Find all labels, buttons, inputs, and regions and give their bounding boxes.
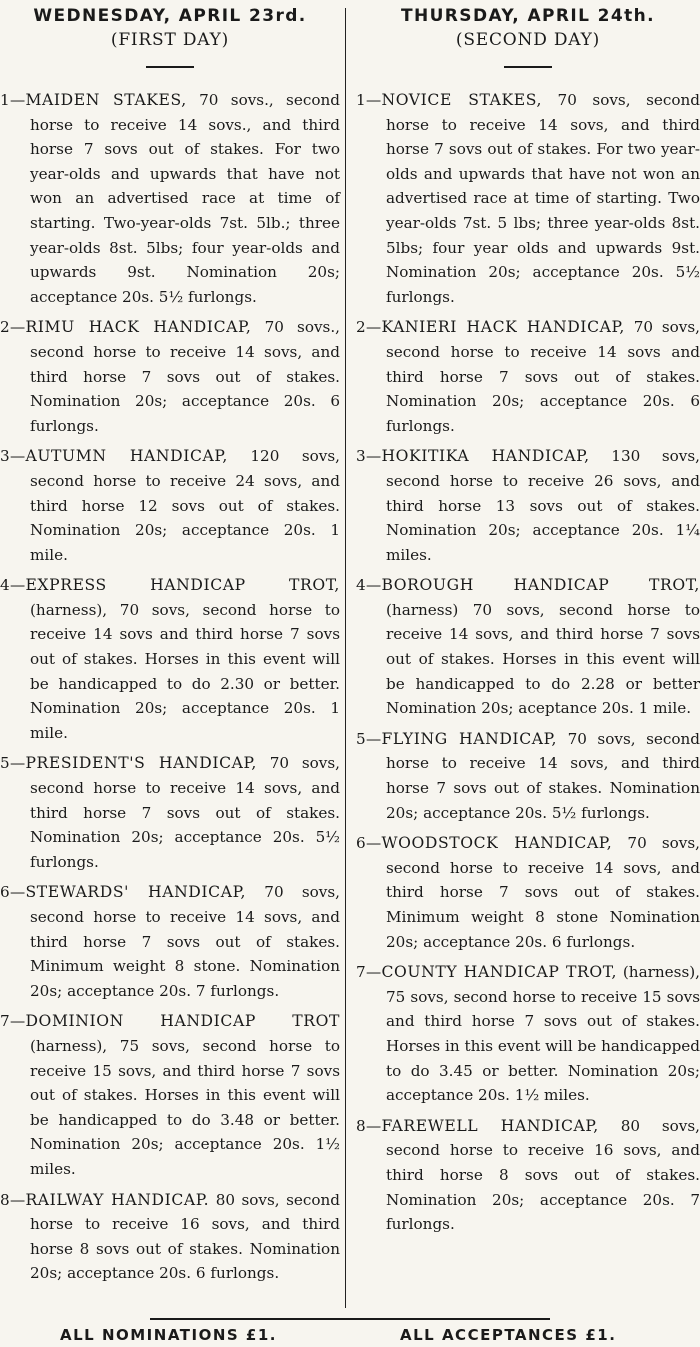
race-details: 70 sovs., second horse to receive 14 sovs, and third horse 7 sovs out of stakes. Nomination 20s; acceptance 20s. 6 furlongs. (30, 318, 340, 435)
race-entry (0, 1188, 340, 1286)
race-details: 70 sovs, second horse to receive 14 sovs, and third horse 7 sovs out of stakes. For two year-olds and upwards that have not won an advertised race at time of starting. Two year-olds 7st. 5 lbs; three year-olds 8st. 5lbs; four year olds and upwards 9st. Nomination 20s; acceptance 20s. 5½ furlongs. (386, 91, 700, 306)
race-number: 8— (356, 1116, 382, 1135)
column-divider (345, 8, 346, 1308)
race-name: FAREWELL HANDICAP, (381, 1116, 599, 1135)
race-name: RIMU HACK HANDICAP, (25, 318, 252, 337)
race-entry (0, 880, 340, 1003)
race-entry (0, 573, 340, 745)
acceptances-note: ALL ACCEPTANCES £1. (400, 1326, 617, 1344)
header-rule (146, 66, 194, 68)
race-entry (356, 573, 700, 721)
race-entry (0, 1009, 340, 1181)
race-entry (0, 444, 340, 567)
race-details: 70 sovs., second horse to receive 14 sovs., and third horse 7 sovs out of stakes. For two year-olds and upwards that have not won an advertised race at time of starting. Two-year-olds 7st. 5lb.; three year-olds 8st. 5lbs; four year-olds and upwards 9st. Nomination 20s; acceptance 20s. 5½ furlongs. (30, 91, 340, 306)
race-name: DOMINION HANDICAP TROT (25, 1012, 340, 1031)
race-name: AUTUMN HANDICAP, (25, 447, 228, 466)
race-entry (0, 88, 340, 309)
race-details: 70 sovs, second horse to receive 14 sovs, and third horse 7 sovs out of stakes. Nomination 20s; acceptance 20s. 5½ furlongs. (30, 754, 340, 871)
race-number: 7— (0, 1012, 26, 1031)
race-entry (356, 1114, 700, 1237)
footer-rule (150, 1318, 550, 1320)
race-entry (356, 444, 700, 567)
second-day-title: THURSDAY, APRIL 24th. (400, 6, 655, 26)
first-day-subtitle: (FIRST DAY) (110, 30, 230, 50)
race-number: 5— (0, 754, 26, 773)
race-name: STEWARDS' HANDICAP, (25, 883, 247, 902)
race-entry (0, 751, 340, 874)
race-details: (harness), 70 sovs, second horse to receive 14 sovs and third horse 7 sovs out of stakes. Horses in this event will be handicapped to do 2.30 or better. Nomination 20s; acceptance 20s. 1 mile. (30, 600, 340, 742)
header-rule (504, 66, 552, 68)
race-name: NOVICE STAKES, (381, 91, 543, 109)
first-day-column (0, 0, 340, 1292)
race-entry (0, 315, 340, 438)
race-details: 130 sovs, second horse to receive 26 sovs, and third horse 13 sovs out of stakes. Nomination 20s; acceptance 20s. 1¼ miles. (386, 447, 700, 564)
race-name: WOODSTOCK HANDICAP, (381, 834, 613, 853)
second-day-subtitle: (SECOND DAY) (455, 30, 601, 50)
second-day-header (356, 4, 700, 52)
race-details: 70 sovs, second horse to receive 14 sovs, and third horse 7 sovs out of stakes. Minimum weight 8 stone Nomination 20s; acceptance 20s. 6 furlongs. (386, 834, 700, 951)
race-details: 80 sovs, second horse to receive 16 sovs, and third horse 8 sovs out of stakes. Nomination 20s; acceptance 20s. 7 furlongs. (386, 1116, 700, 1234)
race-number: 3— (356, 447, 382, 466)
race-entry (356, 727, 700, 825)
race-name: MAIDEN STAKES, (25, 91, 187, 109)
race-number: 3— (0, 447, 26, 466)
first-day-title: WEDNESDAY, APRIL 23rd. (33, 6, 307, 26)
race-name: BOROUGH HANDICAP TROT, (381, 576, 700, 595)
race-entry (356, 88, 700, 309)
race-name: RAILWAY HANDICAP. (25, 1190, 210, 1209)
race-number: 2— (0, 318, 26, 337)
race-name: COUNTY HANDICAP TROT, (381, 963, 618, 982)
race-name: KANIERI HACK HANDICAP, (381, 318, 625, 337)
race-number: 1— (356, 91, 382, 109)
footer (0, 1318, 700, 1347)
race-number: 7— (356, 963, 382, 982)
race-number: 8— (0, 1190, 26, 1209)
first-day-header (0, 4, 340, 52)
race-entry (356, 831, 700, 954)
race-number: 2— (356, 318, 382, 337)
race-number: 6— (0, 883, 26, 902)
second-day-column (356, 0, 700, 1243)
race-number: 4— (0, 576, 26, 595)
race-name: PRESIDENT'S HANDICAP, (25, 754, 257, 773)
race-number: 6— (356, 834, 382, 853)
nominations-note: ALL NOMINATIONS £1. (60, 1326, 277, 1344)
race-number: 5— (356, 729, 382, 748)
race-number: 4— (356, 576, 382, 595)
race-details: (harness) 70 sovs, second horse to receive 14 sovs, and third horse 7 sovs out of stakes. Horses in this event will be handicapped to do 2.28 or better Nomination 20s; aceptance 20s. 1 mile. (386, 600, 700, 718)
race-name: FLYING HANDICAP, (381, 729, 558, 748)
race-details: 120 sovs, second horse to receive 24 sovs, and third horse 12 sovs out of stakes. Nomination 20s; acceptance 20s. 1 mile. (30, 447, 341, 564)
race-entry (356, 960, 700, 1108)
race-name: EXPRESS HANDICAP TROT, (25, 576, 340, 595)
race-details: 70 sovs, second horse to receive 14 sovs, and third horse 7 sovs out of stakes. Nomination 20s; acceptance 20s. 5½ furlongs. (386, 729, 700, 822)
race-details: (harness), 75 sovs, second horse to receive 15 sovs, and third horse 7 sovs out of stakes. Horses in this event will be handicapped to do 3.48 or better. Nomination 20s; acceptance 20s. 1½ miles. (30, 1036, 340, 1178)
race-details: 70 sovs, second horse to receive 14 sovs and third horse 7 sovs out of stakes. Nomination 20s; acceptance 20s. 6 furlongs. (386, 318, 700, 435)
race-details: 70 sovs, second horse to receive 14 sovs, and third horse 7 sovs out of stakes. Minimum weight 8 stone. Nomination 20s; acceptance 20s. 7 furlongs. (30, 883, 340, 1000)
race-details: 80 sovs, second horse to receive 16 sovs, and third horse 8 sovs out of stakes. Nomination 20s; acceptance 20s. 6 furlongs. (30, 1190, 341, 1283)
race-number: 1— (0, 91, 26, 109)
race-entry (356, 315, 700, 438)
race-details: (harness), 75 sovs, second horse to receive 15 sovs and third horse 7 sovs out of stakes. Horses in this event will be handicapped to do 3.45 or better. Nomination 20s; acceptance 20s. 1½ miles. (386, 963, 700, 1105)
race-name: HOKITIKA HANDICAP, (381, 447, 590, 466)
